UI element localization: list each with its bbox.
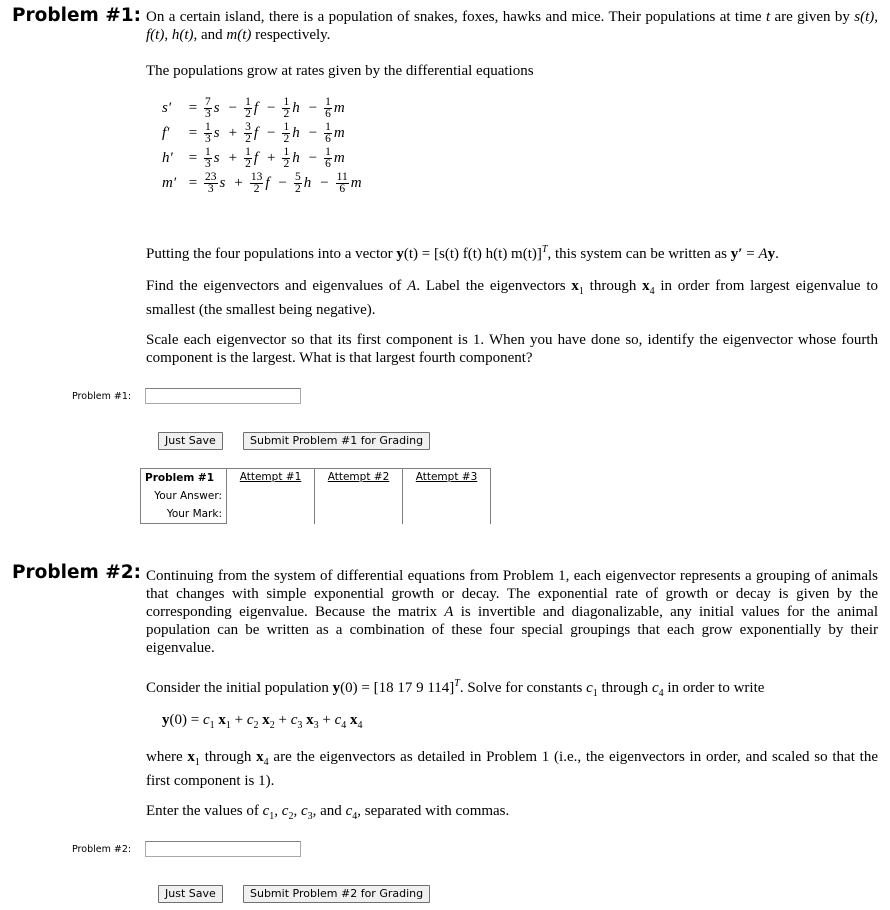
fraction (204, 97, 212, 120)
operator: − (320, 174, 329, 191)
fraction-numerator: 11 (336, 171, 348, 183)
fraction (204, 172, 218, 195)
problem-2-title: Problem #2: (12, 562, 142, 583)
variable: h (292, 149, 300, 166)
equation-row (162, 147, 349, 169)
fraction-denominator: 6 (325, 133, 331, 145)
variable: s (213, 149, 220, 166)
problem-1-rates-text: The populations grow at rates given by the differential equations (146, 63, 534, 79)
problem-2-initial-text: Consider the initial population y(0) = [18 17 9 114]$^T$. Solve for constants $c_1$ through $c_4$ in order to write (146, 678, 765, 699)
variable: f (253, 124, 258, 141)
fraction-denominator: 2 (294, 183, 301, 195)
variable: m (333, 149, 345, 166)
fraction-denominator: 6 (339, 183, 346, 195)
variable: h (303, 174, 312, 191)
operator: + (266, 149, 276, 166)
problem-1-vector-text: Putting the four populations into a vector y(t) = [s(t) f(t) h(t) m(t)]$^T$, this system can be written as y′ = Ay. (146, 244, 779, 262)
equation-lhs: s′ (162, 99, 172, 116)
problem-1-title: Problem #1: (12, 5, 142, 26)
fraction-numerator: 1 (283, 121, 290, 133)
problem-1-answer-input[interactable] (145, 388, 301, 404)
variable: f (265, 174, 270, 191)
problem-2-enter-text: Enter the values of $c_1$, $c_2$, $c_3$, and $c_4$, separated with commas. (146, 803, 510, 822)
fraction-denominator: 3 (205, 133, 211, 145)
problem-2-where-text: where $x_1$ through $x_4$ are the eigenvectors as detailed in Problem 1 (i.e., the eigenvectors in order, and scaled so that the first component is 1). (146, 749, 878, 789)
problem-1-scale-text: Scale each eigenvector so that its first component is 1. When you have done so, identify the eigenvector whose fourth component is the largest. What is that largest fourth component? (146, 332, 878, 366)
fraction-numerator: 23 (205, 171, 217, 183)
fraction (244, 97, 252, 120)
fraction-numerator: 1 (205, 121, 211, 133)
equals-sign: = (188, 99, 198, 116)
operator: + (234, 174, 243, 191)
operator: − (308, 149, 318, 166)
variable: f (253, 99, 258, 116)
fraction (282, 122, 290, 145)
fraction-numerator: 1 (283, 146, 290, 158)
fraction-denominator: 2 (283, 108, 290, 120)
fraction-denominator: 2 (245, 133, 251, 145)
submit-problem-1-button[interactable]: Submit Problem #1 for Grading (243, 432, 430, 450)
operator: + (228, 149, 238, 166)
fraction (282, 147, 290, 170)
operator: − (266, 99, 276, 116)
attempt-3-link[interactable]: Attempt #3 (415, 471, 478, 483)
problem-2-intro: Continuing from the system of differential equations from Problem 1, each eigenvector represents a grouping of animals that changes with simple exponential growth or decay. The exponential rate of growth or decay is given by the corresponding eigenvalue. Because the matrix A is invertible and diagonalizable, any initial values for the animal population can be written as a combination of these four special groupings that each grow exponentially by their eigenvalue. (146, 568, 878, 656)
your-answer-label: Your Answer: (141, 487, 227, 505)
fraction-denominator: 2 (245, 108, 251, 120)
combination-equation: $y(0) = c_1$ $x_1 + c_2$ $x_2 + c_3$ $x_3 + c_4$ $x_4$ (162, 712, 363, 731)
operator: − (308, 99, 318, 116)
combination-term: $c_1$ $x_1$ + (202, 712, 247, 731)
equation-row (162, 172, 366, 194)
fraction-numerator: 5 (294, 171, 301, 183)
operator: + (228, 124, 238, 141)
operator: − (228, 99, 238, 116)
fraction-denominator: 3 (205, 158, 211, 170)
fraction (294, 172, 302, 195)
operator: − (278, 174, 287, 191)
fraction-numerator: 1 (245, 146, 251, 158)
attempt-2-link[interactable]: Attempt #2 (327, 471, 390, 483)
just-save-button-2[interactable]: Just Save (158, 885, 223, 903)
problem-1-attempts-table (140, 468, 491, 524)
combination-term: $c_2$ $x_2$ + (246, 712, 291, 731)
fraction-denominator: 3 (205, 108, 211, 120)
fraction-denominator: 3 (207, 183, 214, 195)
fraction (204, 147, 212, 170)
fraction-denominator: 2 (283, 133, 290, 145)
problem-2-answer-input[interactable] (145, 841, 301, 857)
equation-lhs: h′ (162, 149, 173, 166)
variable: s (213, 124, 220, 141)
equals-sign: = (188, 124, 198, 141)
fraction-numerator: 1 (325, 121, 331, 133)
variable: m (333, 99, 345, 116)
fraction (250, 172, 264, 195)
variable: s (219, 174, 226, 191)
problem-1-find-text: Find the eigenvectors and eigenvalues of A. Label the eigenvectors $x_1$ through $x_4$ in order from largest eigenvalue to smallest (the smallest being negative). (146, 278, 878, 318)
fraction (336, 172, 349, 195)
fraction-denominator: 6 (325, 158, 331, 170)
submit-problem-2-button[interactable]: Submit Problem #2 for Grading (243, 885, 430, 903)
fraction-denominator: 2 (253, 183, 260, 195)
equation-lhs: f′ (162, 124, 170, 141)
problem-1-intro: On a certain island, there is a population of snakes, foxes, hawks and mice. Their populations at time t are given by s(t), f(t), h(t), and m(t) respectively. (146, 9, 879, 43)
fraction-denominator: 6 (325, 108, 331, 120)
equation-lhs: m′ (162, 174, 177, 191)
fraction-numerator: 1 (283, 96, 290, 108)
operator: − (266, 124, 276, 141)
fraction-numerator: 1 (205, 146, 211, 158)
fraction-numerator: 3 (245, 121, 251, 133)
operator: − (308, 124, 318, 141)
variable: h (292, 124, 300, 141)
variable: h (292, 99, 300, 116)
fraction (324, 147, 332, 170)
variable: f (253, 149, 258, 166)
equation-row (162, 97, 349, 119)
equals-sign: = (188, 174, 198, 191)
fraction-numerator: 13 (250, 171, 263, 183)
fraction (204, 122, 212, 145)
problem-1-input-label: Problem #1: (72, 391, 132, 402)
attempts-table-header: Problem #1 (141, 469, 227, 488)
fraction-numerator: 1 (245, 96, 251, 108)
fraction-numerator: 1 (325, 96, 331, 108)
fraction-numerator: 7 (205, 96, 211, 108)
your-mark-label: Your Mark: (141, 505, 227, 524)
fraction-numerator: 1 (325, 146, 331, 158)
fraction (244, 147, 252, 170)
attempt-1-link[interactable]: Attempt #1 (239, 471, 302, 483)
variable: m (350, 174, 362, 191)
problem-2-input-label: Problem #2: (72, 844, 132, 855)
combination-term: $c_4$ $x_4$ (334, 712, 363, 731)
fraction (324, 97, 332, 120)
fraction-denominator: 2 (283, 158, 290, 170)
fraction (244, 122, 252, 145)
fraction (282, 97, 290, 120)
equation-row (162, 122, 349, 144)
variable: s (213, 99, 220, 116)
fraction-denominator: 2 (245, 158, 251, 170)
variable: m (333, 124, 345, 141)
equals-sign: = (188, 149, 198, 166)
combination-term: $c_3$ $x_3$ + (290, 712, 335, 731)
fraction (324, 122, 332, 145)
just-save-button-1[interactable]: Just Save (158, 432, 223, 450)
